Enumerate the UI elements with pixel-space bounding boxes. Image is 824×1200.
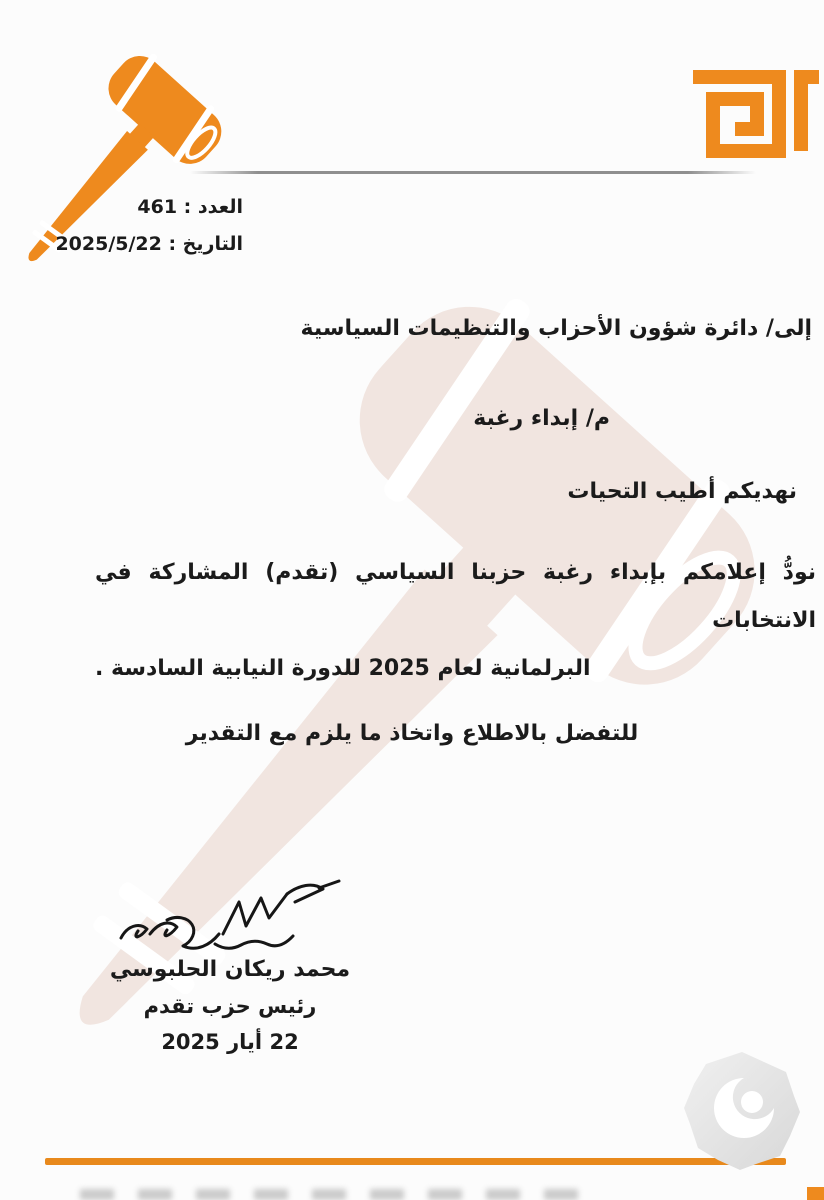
signer-name: محمد ريكان الحلبوسي xyxy=(109,957,351,982)
gavel-icon xyxy=(0,11,268,353)
doc-number: العدد : 461 xyxy=(137,196,243,218)
body-line-2: البرلمانية لعام 2025 للدورة النيابية السادسة . xyxy=(95,656,591,681)
party-logo-kufic-icon xyxy=(681,62,824,166)
body-line-1: نودُّ إعلامكم بإبداء رغبة حزبنا السياسي (تقدم) المشاركة في الانتخابات xyxy=(95,560,816,633)
footer-fine-print xyxy=(80,1189,600,1200)
header-divider xyxy=(190,171,756,174)
subject-line: م/ إبداء رغبة xyxy=(473,406,610,431)
signature-date: 22 أيار 2025 xyxy=(161,1030,299,1054)
body-paragraph xyxy=(95,549,816,693)
footer-corner-accent xyxy=(807,1187,824,1200)
doc-meta xyxy=(55,189,243,263)
doc-date: التاريخ : 2025/5/22 xyxy=(55,233,243,255)
to-line: إلى/ دائرة شؤون الأحزاب والتنظيمات السياسية xyxy=(300,316,812,341)
rosette-watermark-icon xyxy=(682,1050,802,1172)
closing-line: للتفضل بالاطلاع واتخاذ ما يلزم مع التقدير xyxy=(185,721,639,746)
signature-block xyxy=(60,952,400,1060)
signer-title: رئيس حزب تقدم xyxy=(143,994,317,1018)
footer-rule xyxy=(45,1158,786,1165)
greeting-line: نهديكم أطيب التحيات xyxy=(567,479,797,504)
